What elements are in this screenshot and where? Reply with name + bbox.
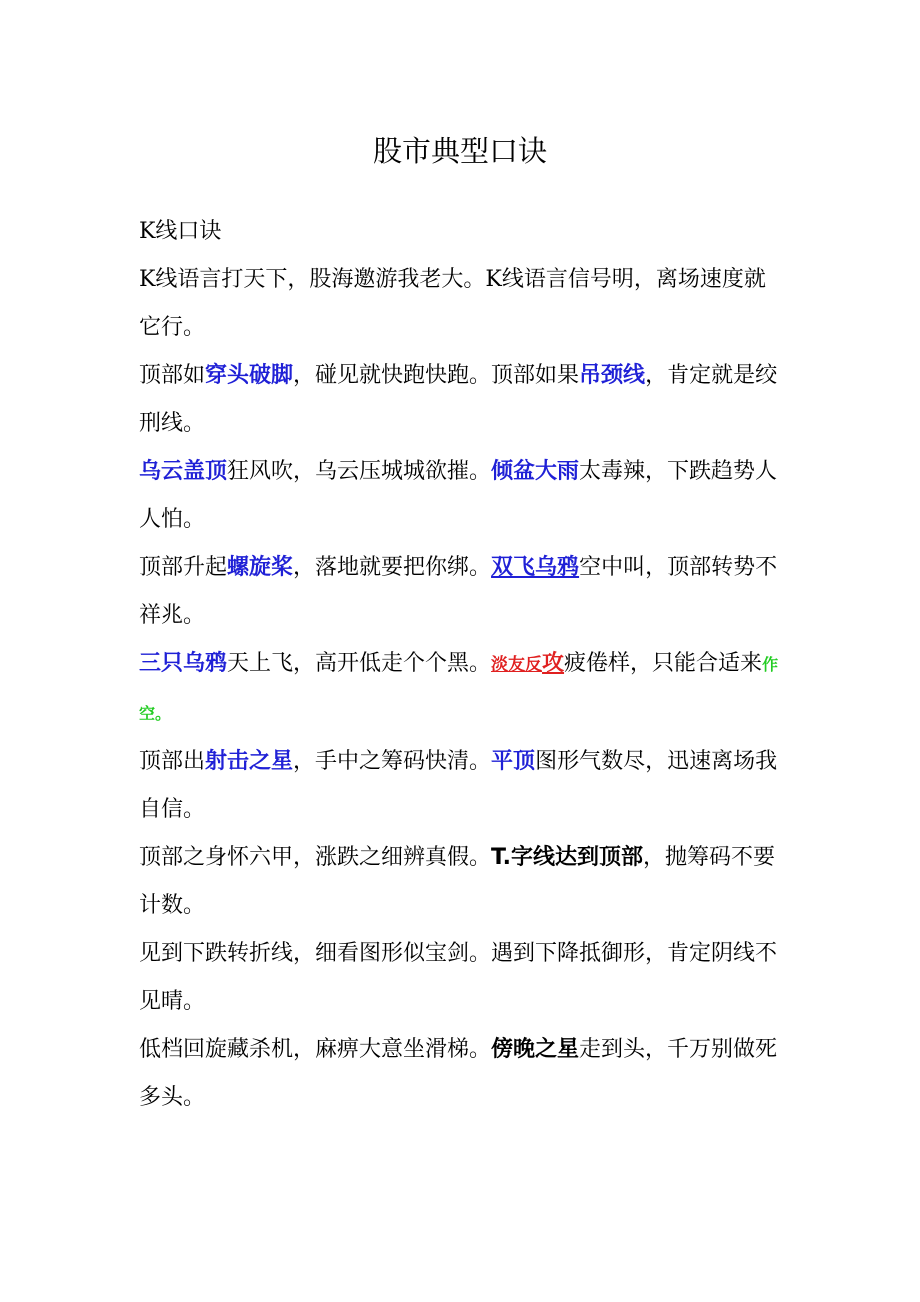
text-segment: 疲倦样，只能合适来 (564, 651, 763, 676)
text-segment: ，碰见就快跑快跑。顶部如果 (293, 363, 580, 388)
section-heading: K线口诀 (139, 219, 222, 244)
highlight-term: 穿头破脚 (205, 363, 294, 388)
text-segment: 太毒辣，下跌趋势人人怕。 (139, 459, 778, 532)
text-segment: ，手中之筹码快清。 (293, 749, 492, 774)
text-segment: 天上飞，高开低走个个黑。 (227, 651, 492, 676)
text-segment: 空中叫，顶部转势不祥兆。 (139, 555, 778, 628)
text-segment: 低档回旋藏杀机，麻痹大意坐滑梯。 (139, 1037, 492, 1062)
text-segment: 顶部之身怀六甲，涨跌之细辨真假。 (139, 845, 492, 870)
paragraph (139, 1026, 782, 1122)
highlight-term: 射击之星 (205, 749, 294, 774)
paragraph (139, 448, 782, 544)
paragraph-list (139, 256, 782, 1122)
highlight-term: 双飞乌鸦 (491, 555, 580, 580)
text-segment: 走到头，千万别做死多头。 (139, 1037, 778, 1110)
highlight-term: 吊颈线 (579, 363, 646, 388)
text-segment: ，抛筹码不要计数。 (139, 845, 776, 918)
text-segment: K线语言打天下，股海邀游我老大。K线语言信号明，离场速度就它行。 (139, 267, 766, 340)
highlight-term: 攻 (542, 651, 565, 676)
text-segment: 图形气数尽，迅速离场我自信。 (139, 749, 778, 822)
highlight-term: 三只乌鸦 (139, 651, 228, 676)
text-segment: 顶部如 (139, 363, 206, 388)
paragraph (139, 640, 782, 738)
text-segment: 狂风吹，乌云压城城欲摧。 (227, 459, 492, 484)
highlight-term: 螺旋桨 (227, 555, 294, 580)
highlight-term: 傍晚之星 (491, 1037, 580, 1062)
paragraph (139, 352, 782, 448)
highlight-term: 平顶 (491, 749, 536, 774)
paragraph (139, 738, 782, 834)
text-segment: 见到下跌转折线，细看图形似宝剑。遇到下降抵御形，肯定阴线不见晴。 (139, 941, 778, 1014)
paragraph (139, 544, 782, 640)
highlight-term: T.字线达到顶部 (491, 845, 644, 870)
highlight-term: 作空。 (139, 655, 779, 723)
paragraph (139, 256, 782, 352)
text-segment: 顶部升起 (139, 555, 228, 580)
highlight-term: 乌云盖顶 (139, 459, 228, 484)
document-title: 股市典型口诀 (372, 134, 547, 168)
text-segment: 顶部出 (139, 749, 206, 774)
paragraph (139, 834, 782, 930)
text-segment: ，肯定就是绞刑线。 (139, 363, 778, 436)
highlight-term: 淡友反 (491, 655, 543, 675)
text-segment: ，落地就要把你绑。 (293, 555, 492, 580)
document-body (139, 208, 782, 1122)
highlight-term: 倾盆大雨 (491, 459, 580, 484)
paragraph (139, 930, 782, 1026)
